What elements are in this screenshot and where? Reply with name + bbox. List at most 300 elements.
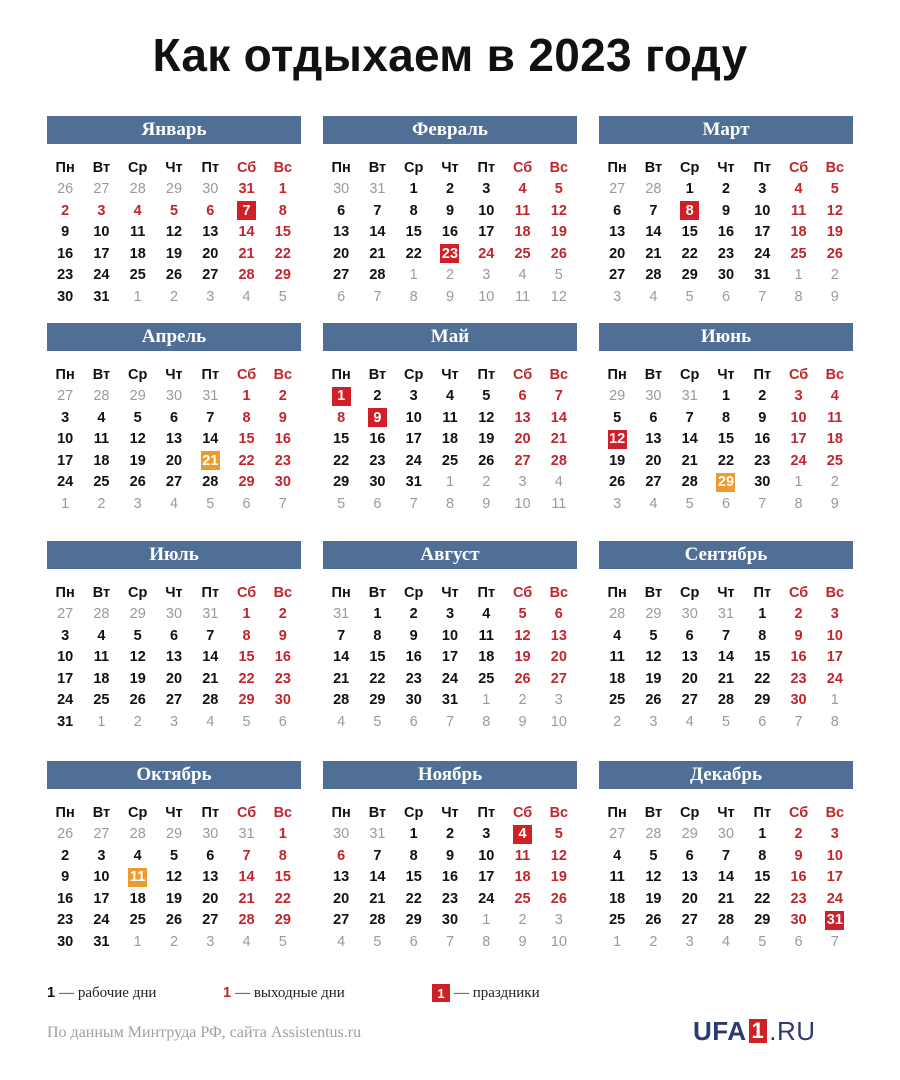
weekday-header: Вт	[644, 159, 663, 176]
adjacent-month-day	[192, 931, 228, 953]
day-number: 7	[237, 201, 256, 220]
day-number: 26	[550, 245, 567, 262]
weekend-day	[504, 867, 540, 889]
weekend-day	[228, 604, 264, 626]
workday	[47, 647, 83, 669]
adjacent-month-day	[192, 286, 228, 308]
workday	[396, 910, 432, 932]
adjacent-month-day	[504, 265, 540, 287]
adjacent-month-day	[468, 910, 504, 932]
workday	[359, 243, 395, 265]
weekday-header: Ср	[404, 804, 424, 821]
day-number: 13	[333, 224, 350, 241]
day-number: 5	[242, 713, 251, 730]
workday	[635, 888, 671, 910]
workday	[708, 179, 744, 201]
workday	[744, 668, 780, 690]
adjacent-month-day	[817, 472, 853, 494]
weekend-day	[83, 200, 119, 222]
day-number: 23	[274, 670, 291, 687]
day-number: 28	[129, 826, 146, 843]
day-number: 3	[685, 933, 694, 950]
day-number: 21	[717, 890, 735, 907]
adjacent-month-day	[359, 931, 395, 953]
day-number: 11	[514, 202, 531, 219]
day-number: 11	[93, 431, 110, 448]
workday	[635, 265, 671, 287]
workday	[323, 265, 359, 287]
weekend-day	[817, 888, 853, 910]
weekday-header: Пт	[477, 159, 496, 176]
workday	[323, 625, 359, 647]
day-number: 9	[518, 713, 527, 730]
day-number: 20	[681, 670, 698, 687]
workday	[83, 265, 119, 287]
weekday-header: Пт	[201, 584, 220, 601]
workday	[47, 286, 83, 308]
month-title: Август	[323, 541, 577, 569]
weekend-day	[817, 668, 853, 690]
adjacent-month-day	[47, 824, 83, 846]
adjacent-month-day	[323, 604, 359, 626]
adjacent-month-day	[323, 286, 359, 308]
adjacent-month-day	[504, 910, 540, 932]
month-june	[599, 323, 853, 515]
day-number: 3	[613, 495, 622, 512]
weekday-header: Вс	[273, 159, 293, 176]
adjacent-month-day	[635, 179, 671, 201]
day-number: 27	[57, 606, 74, 623]
day-number: 4	[242, 288, 251, 305]
weekend-day	[780, 888, 816, 910]
day-number: 19	[129, 670, 146, 687]
weekday-header: Вт	[644, 366, 663, 383]
day-number: 1	[97, 713, 106, 730]
workday	[744, 386, 780, 408]
day-number: 28	[645, 826, 662, 843]
day-number: 3	[613, 288, 622, 305]
workday	[83, 450, 119, 472]
day-number: 14	[717, 649, 735, 666]
day-number: 10	[514, 495, 531, 512]
adjacent-month-day	[265, 931, 301, 953]
day-number: 12	[645, 869, 662, 886]
weekend-day	[228, 243, 264, 265]
weekend-day	[504, 179, 540, 201]
weekend-day	[120, 200, 156, 222]
day-number: 2	[169, 288, 179, 305]
day-number: 24	[93, 267, 110, 284]
day-number: 31	[57, 713, 74, 730]
workday	[432, 845, 468, 867]
workday	[83, 668, 119, 690]
adjacent-month-day	[817, 690, 853, 712]
workday	[396, 200, 432, 222]
day-number: 4	[206, 713, 215, 730]
weekend-day	[817, 450, 853, 472]
workday	[120, 845, 156, 867]
day-number: 14	[238, 869, 255, 886]
day-number: 27	[202, 267, 219, 284]
weekend-day	[228, 888, 264, 910]
logo-part-ru: .RU	[769, 1015, 816, 1046]
day-number: 11	[827, 409, 843, 426]
day-number: 1	[278, 826, 287, 843]
day-number: 13	[202, 869, 219, 886]
day-number: 8	[721, 409, 731, 426]
weekday-header: Пт	[753, 804, 772, 821]
day-number: 28	[129, 181, 146, 198]
workday	[359, 222, 395, 244]
day-number: 11	[478, 627, 494, 644]
day-number: 18	[93, 452, 110, 469]
adjacent-month-day	[120, 604, 156, 626]
day-number: 2	[613, 713, 622, 730]
adjacent-month-day	[599, 286, 635, 308]
weekend-day	[265, 668, 301, 690]
weekend-day	[817, 200, 853, 222]
shortened-day	[708, 472, 744, 494]
workday	[120, 647, 156, 669]
adjacent-month-day	[359, 824, 395, 846]
day-number: 18	[129, 245, 146, 262]
day-number: 6	[758, 713, 767, 730]
day-number: 21	[550, 431, 567, 448]
adjacent-month-day	[396, 931, 432, 953]
day-number: 10	[57, 649, 74, 666]
workday	[672, 690, 708, 712]
day-number: 21	[202, 452, 219, 469]
day-number: 28	[93, 388, 110, 405]
day-number: 31	[202, 606, 219, 623]
workday	[192, 407, 228, 429]
month-grid	[599, 582, 853, 733]
day-number: 1	[373, 606, 382, 623]
day-number: 12	[165, 224, 183, 241]
workday	[192, 647, 228, 669]
day-number: 11	[790, 202, 807, 219]
weekday-header: Вт	[92, 584, 111, 601]
day-number: 20	[202, 890, 219, 907]
day-number: 31	[681, 388, 698, 405]
day-number: 23	[790, 890, 807, 907]
day-number: 28	[333, 692, 350, 709]
legend-weekend-label: — выходные дни	[235, 984, 345, 1001]
day-number: 6	[337, 847, 346, 864]
workday	[468, 604, 504, 626]
day-number: 17	[478, 869, 495, 886]
month-grid	[47, 157, 301, 308]
adjacent-month-day	[599, 493, 635, 515]
holiday-day	[432, 243, 468, 265]
weekend-day	[817, 243, 853, 265]
adjacent-month-day	[541, 493, 577, 515]
workday	[599, 647, 635, 669]
weekday-header: Вт	[368, 366, 387, 383]
day-number: 4	[518, 267, 527, 284]
weekday-header: Сб	[788, 804, 809, 821]
day-number: 2	[518, 912, 527, 929]
day-number: 12	[514, 627, 531, 644]
workday	[359, 386, 395, 408]
day-number: 12	[550, 202, 567, 219]
day-number: 24	[441, 670, 459, 687]
day-number: 30	[717, 267, 735, 284]
workday	[359, 200, 395, 222]
workday	[323, 668, 359, 690]
weekend-day	[817, 867, 853, 889]
day-number: 28	[369, 267, 386, 284]
day-number: 15	[405, 869, 422, 886]
adjacent-month-day	[432, 286, 468, 308]
day-number: 7	[206, 409, 215, 426]
day-number: 29	[645, 606, 662, 623]
day-number: 6	[206, 202, 215, 219]
adjacent-month-day	[780, 711, 816, 733]
weekday-header: Вт	[92, 804, 111, 821]
day-number: 12	[129, 431, 146, 448]
workday	[432, 647, 468, 669]
day-number: 10	[93, 224, 110, 241]
weekday-header: Пн	[607, 804, 627, 821]
day-number: 1	[482, 912, 491, 929]
workday	[432, 824, 468, 846]
weekday-header: Чт	[717, 366, 735, 383]
adjacent-month-day	[192, 493, 228, 515]
workday	[120, 690, 156, 712]
workday	[635, 845, 671, 867]
day-number: 2	[830, 267, 839, 284]
workday	[396, 690, 432, 712]
day-number: 9	[278, 627, 287, 644]
day-number: 15	[274, 869, 291, 886]
day-number: 26	[165, 912, 183, 929]
adjacent-month-day	[541, 286, 577, 308]
workday	[635, 690, 671, 712]
adjacent-month-day	[708, 286, 744, 308]
weekend-day	[504, 243, 540, 265]
day-number: 8	[409, 288, 418, 305]
weekend-day	[780, 429, 816, 451]
day-number: 15	[754, 649, 771, 666]
day-number: 28	[717, 912, 735, 929]
day-number: 6	[278, 713, 287, 730]
day-number: 13	[550, 627, 567, 644]
day-number: 17	[93, 245, 110, 262]
day-number: 9	[830, 288, 839, 305]
workday	[599, 845, 635, 867]
weekend-day	[228, 647, 264, 669]
adjacent-month-day	[432, 472, 468, 494]
weekday-header: Пт	[201, 366, 220, 383]
adjacent-month-day	[468, 286, 504, 308]
weekend-day	[504, 625, 540, 647]
day-number: 31	[369, 826, 386, 843]
workday	[323, 867, 359, 889]
day-number: 22	[369, 670, 386, 687]
day-number: 24	[790, 452, 807, 469]
weekend-day	[817, 429, 853, 451]
day-number: 1	[758, 606, 767, 623]
holiday-day	[323, 386, 359, 408]
day-number: 4	[518, 181, 527, 198]
day-number: 17	[93, 890, 110, 907]
workday	[156, 845, 192, 867]
weekend-day	[228, 845, 264, 867]
workday	[599, 222, 635, 244]
adjacent-month-day	[504, 711, 540, 733]
day-number: 24	[826, 670, 843, 687]
workday	[156, 668, 192, 690]
day-number: 6	[721, 495, 731, 512]
day-number: 2	[169, 933, 179, 950]
workday	[396, 604, 432, 626]
day-number: 2	[278, 606, 287, 623]
day-number: 31	[754, 267, 771, 284]
weekend-day	[504, 200, 540, 222]
weekend-day	[504, 845, 540, 867]
weekday-header: Ср	[680, 366, 700, 383]
day-number: 2	[830, 474, 839, 491]
workday	[672, 867, 708, 889]
day-number: 23	[754, 452, 771, 469]
day-number: 25	[514, 245, 531, 262]
day-number: 3	[830, 826, 839, 843]
adjacent-month-day	[192, 711, 228, 733]
day-number: 12	[478, 409, 495, 426]
adjacent-month-day	[396, 711, 432, 733]
day-number: 24	[93, 912, 110, 929]
weekday-header: Вс	[825, 366, 845, 383]
adjacent-month-day	[504, 931, 540, 953]
adjacent-month-day	[672, 286, 708, 308]
workday	[192, 690, 228, 712]
workday	[635, 450, 671, 472]
weekend-day	[504, 888, 540, 910]
workday	[359, 265, 395, 287]
weekday-header: Ср	[680, 159, 700, 176]
day-number: 18	[441, 431, 459, 448]
weekend-day	[228, 472, 264, 494]
workday	[192, 472, 228, 494]
adjacent-month-day	[468, 690, 504, 712]
workday	[192, 265, 228, 287]
workday	[744, 200, 780, 222]
day-number: 5	[169, 847, 179, 864]
day-number: 13	[609, 224, 626, 241]
ufa1-logo	[693, 1014, 853, 1048]
adjacent-month-day	[83, 824, 119, 846]
day-number: 22	[681, 245, 698, 262]
weekday-header: Чт	[441, 366, 459, 383]
day-number: 30	[165, 388, 183, 405]
day-number: 19	[165, 890, 183, 907]
day-number: 12	[826, 202, 843, 219]
day-number: 15	[681, 224, 698, 241]
weekday-header: Чт	[165, 159, 183, 176]
adjacent-month-day	[780, 286, 816, 308]
day-number: 28	[717, 692, 735, 709]
weekend-day	[504, 386, 540, 408]
day-number: 5	[685, 495, 694, 512]
day-number: 12	[550, 847, 567, 864]
adjacent-month-day	[228, 711, 264, 733]
month-october	[47, 761, 301, 953]
adjacent-month-day	[599, 386, 635, 408]
day-number: 1	[242, 606, 251, 623]
day-number: 30	[333, 826, 350, 843]
workday	[47, 625, 83, 647]
day-number: 9	[61, 869, 70, 886]
day-number: 20	[514, 431, 531, 448]
weekday-header: Чт	[717, 584, 735, 601]
adjacent-month-day	[47, 179, 83, 201]
adjacent-month-day	[228, 286, 264, 308]
day-number: 10	[93, 869, 110, 886]
month-title: Декабрь	[599, 761, 853, 789]
weekday-header: Пн	[607, 159, 627, 176]
workday	[83, 286, 119, 308]
adjacent-month-day	[359, 711, 395, 733]
workday	[744, 845, 780, 867]
day-number: 24	[478, 890, 495, 907]
day-number: 8	[278, 847, 287, 864]
day-number: 27	[57, 388, 74, 405]
workday	[672, 472, 708, 494]
day-number: 3	[409, 388, 418, 405]
day-number: 10	[478, 202, 495, 219]
workday	[708, 625, 744, 647]
adjacent-month-day	[541, 910, 577, 932]
day-number: 2	[97, 495, 106, 512]
day-number: 6	[554, 606, 563, 623]
adjacent-month-day	[635, 604, 671, 626]
weekday-header: Сб	[512, 804, 533, 821]
adjacent-month-day	[432, 493, 468, 515]
workday	[396, 647, 432, 669]
day-number: 15	[717, 431, 735, 448]
day-number: 4	[97, 409, 106, 426]
weekend-day	[541, 386, 577, 408]
day-number: 27	[609, 267, 626, 284]
day-number: 3	[97, 847, 106, 864]
workday	[744, 625, 780, 647]
day-number: 16	[274, 431, 291, 448]
day-number: 11	[93, 649, 110, 666]
weekend-day	[780, 243, 816, 265]
weekend-day	[780, 179, 816, 201]
workday	[599, 407, 635, 429]
adjacent-month-day	[541, 472, 577, 494]
adjacent-month-day	[672, 931, 708, 953]
day-number: 10	[550, 713, 567, 730]
weekend-day	[265, 243, 301, 265]
weekend-day	[228, 910, 264, 932]
day-number: 7	[242, 847, 251, 864]
day-number: 29	[274, 267, 291, 284]
day-number: 17	[478, 224, 495, 241]
workday	[396, 386, 432, 408]
day-number: 31	[826, 912, 843, 929]
day-number: 8	[278, 202, 287, 219]
adjacent-month-day	[672, 711, 708, 733]
workday	[156, 222, 192, 244]
weekend-day	[817, 222, 853, 244]
day-number: 1	[242, 388, 251, 405]
workday	[83, 690, 119, 712]
workday	[359, 668, 395, 690]
workday	[708, 243, 744, 265]
